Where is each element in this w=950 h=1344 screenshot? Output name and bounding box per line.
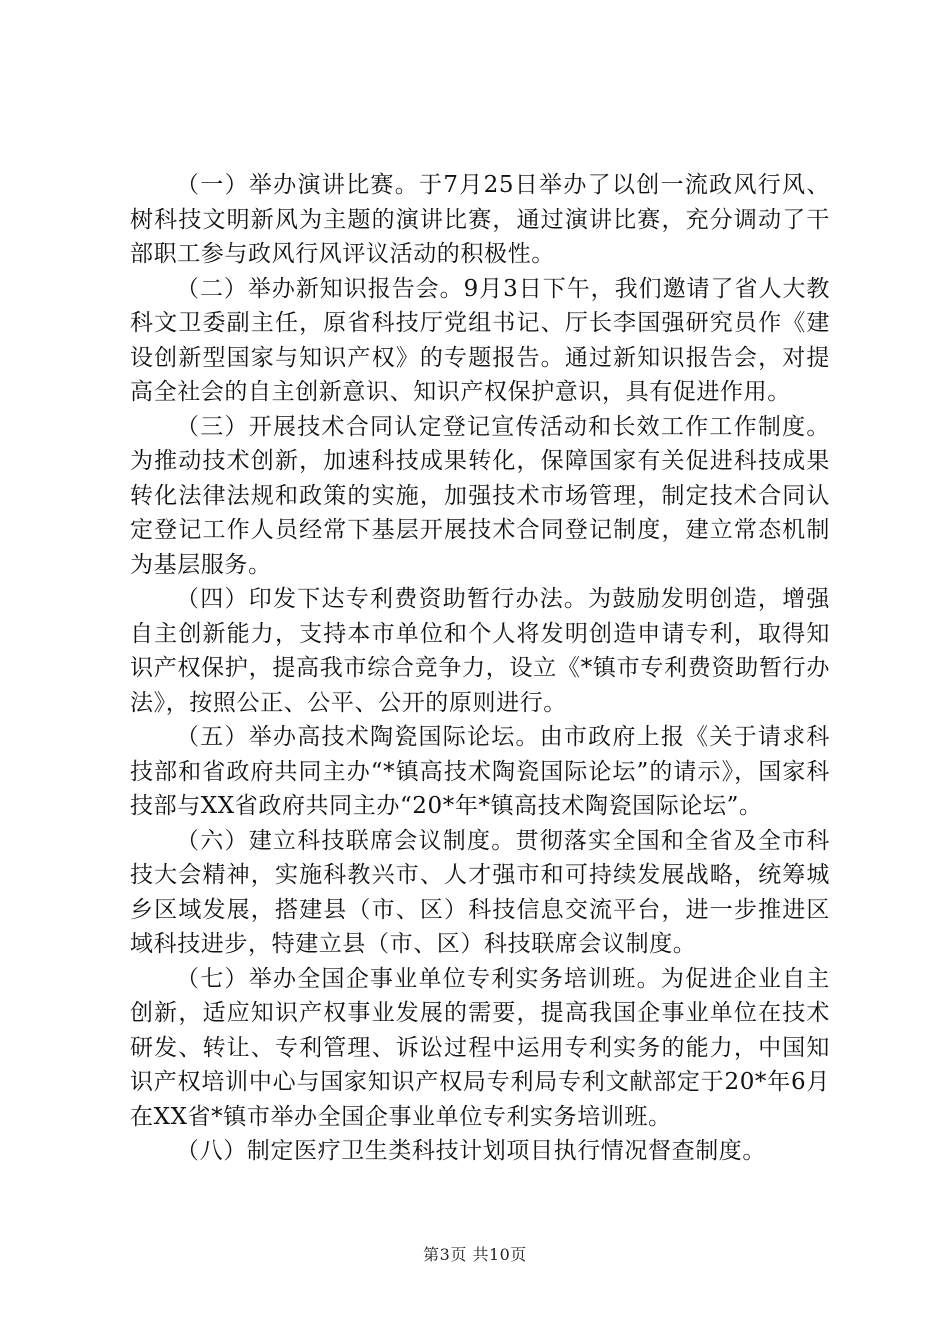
paragraph-8: （八）制定医疗卫生类科技计划项目执行情况督查制度。 bbox=[176, 1138, 766, 1164]
paragraph-6: （六）建立科技联席会议制度。贯彻落实全国和全省及全市科技大会精神，实施科教兴市、人才强市和可持续发展战略，统筹城乡区域发展，搭建县（市、区）科技信息交流平台，进一步推进区域科技进步，特建立县（市、区）科技联席会议制度。 bbox=[130, 827, 830, 957]
document-body bbox=[130, 168, 830, 1169]
paragraph-2: （二）举办新知识报告会。9月3日下午，我们邀请了省人大教科文卫委副主任，原省科技厅党组书记、厅长李国强研究员作《建设创新型国家与知识产权》的专题报告。通过新知识报告会，对提高全社会的自主创新意识、知识产权保护意识，具有促进作用。 bbox=[130, 275, 830, 405]
paragraph-7: （七）举办全国企事业单位专利实务培训班。为促进企业自主创新，适应知识产权事业发展的需要，提高我国企事业单位在技术研发、转让、专利管理、诉讼过程中运用专利实务的能力，中国知识产权培训中心与国家知识产权局专利局专利文献部定于20*年6月在XX省*镇市举办全国企事业单位专利实务培训班。 bbox=[130, 965, 830, 1130]
page-footer: 第3页 共10页 bbox=[423, 1245, 527, 1264]
paragraph-3: （三）开展技术合同认定登记宣传活动和长效工作工作制度。为推动技术创新，加速科技成果转化，保障国家有关促进科技成果转化法律法规和政策的实施，加强技术市场管理，制定技术合同认定登记工作人员经常下基层开展技术合同登记制度，建立常态机制为基层服务。 bbox=[130, 413, 830, 578]
paragraph-5: （五）举办高技术陶瓷国际论坛。由市政府上报《关于请求科技部和省政府共同主办“*镇高技术陶瓷国际论坛”的请示》，国家科技部与XX省政府共同主办“20*年*镇高技术陶瓷国际论坛”。 bbox=[130, 724, 830, 819]
paragraph-4: （四）印发下达专利费资助暂行办法。为鼓励发明创造，增强自主创新能力，支持本市单位和个人将发明创造申请专利，取得知识产权保护，提高我市综合竞争力，设立《*镇市专利费资助暂行办法》，按照公正、公平、公开的原则进行。 bbox=[130, 586, 830, 716]
paragraph-1: （一）举办演讲比赛。于7月25日举办了以创一流政风行风、树科技文明新风为主题的演讲比赛，通过演讲比赛，充分调动了干部职工参与政风行风评议活动的积极性。 bbox=[130, 172, 830, 267]
